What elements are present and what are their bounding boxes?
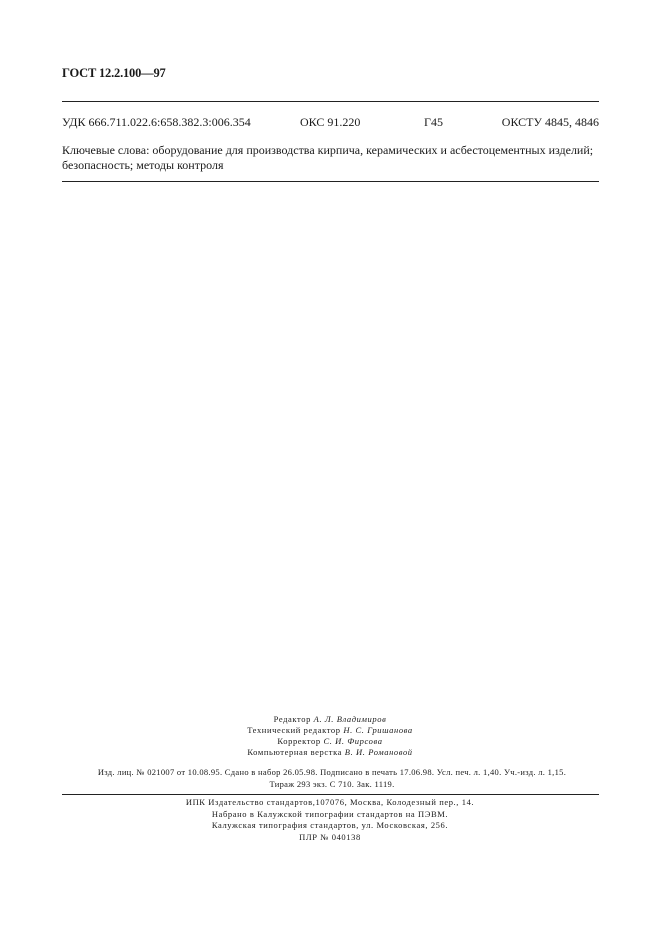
publication-line: Изд. лиц. № 021007 от 10.08.95. Сдано в набор 26.05.98. Подписано в печать 17.06.98. Усл. печ. л. 1,40. Уч.-изд. л. 1,15. (97, 767, 567, 777)
imprint-divider (62, 794, 599, 795)
keywords-divider (62, 181, 599, 182)
credit-role: Корректор (277, 736, 321, 746)
credit-person: В. И. Романовой (344, 747, 413, 757)
credit-person: Н. С. Гришанова (343, 725, 413, 735)
credit-line (200, 725, 460, 736)
okstu-code: ОКСТУ 4845, 4846 (501, 115, 599, 129)
printer-line: ИПК Издательство стандартов,107076, Москва, Колодезный пер., 14. (185, 797, 475, 807)
udk-code: УДК 666.711.022.6:658.382.3:006.354 (62, 115, 251, 129)
credit-role: Компьютерная верстка (247, 747, 343, 757)
credit-line (200, 714, 460, 725)
credit-person: А. Л. Владимиров (313, 714, 387, 724)
printer-line: Калужская типография стандартов, ул. Московская, 256. (211, 820, 449, 830)
classification-row (62, 115, 599, 131)
document-code: ГОСТ 12.2.100—97 (62, 66, 166, 80)
credit-line (200, 736, 460, 747)
printer-line: ПЛР № 040138 (299, 831, 361, 842)
printer-line: Набрано в Калужской типографии стандартов на ПЭВМ. (211, 808, 449, 819)
credit-person: С. И. Фирсова (323, 736, 383, 746)
publication-info (62, 766, 602, 790)
credit-role: Редактор (273, 714, 311, 724)
keywords-text: Ключевые слова: оборудование для производства кирпича, керамических и асбестоцементных изделий; безопасность; методы контроля (62, 143, 594, 172)
oks-code: ОКС 91.220 (300, 115, 361, 129)
editorial-credits (200, 714, 460, 758)
credit-role: Технический редактор (247, 725, 341, 735)
top-divider (62, 101, 599, 102)
publication-line: Тираж 293 экз. С 710. Зак. 1119. (269, 779, 395, 789)
credit-line (200, 747, 460, 758)
group-code: Г45 (424, 115, 443, 129)
printer-info (130, 797, 530, 843)
